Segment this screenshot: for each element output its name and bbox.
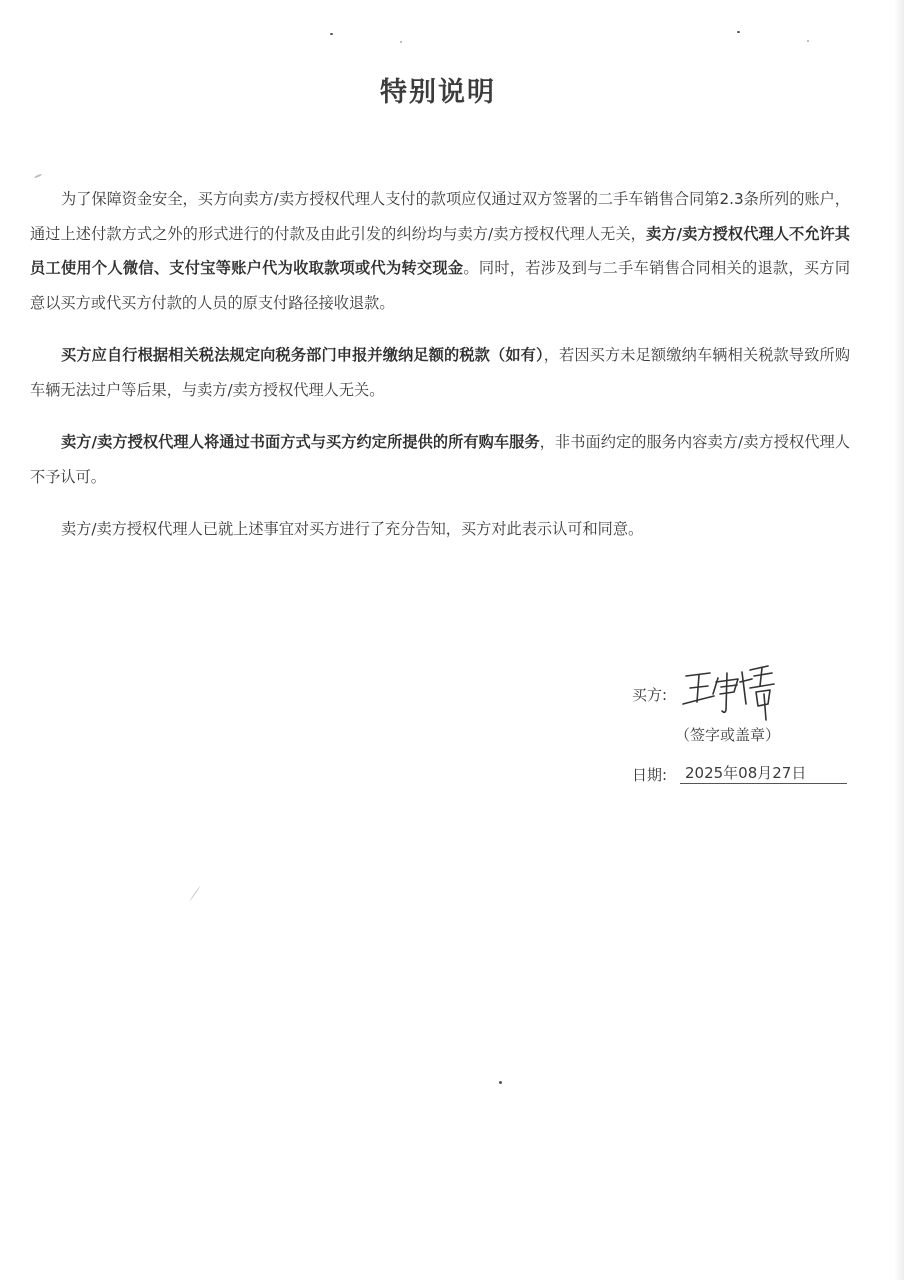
signature-block [632,676,862,796]
paragraph-text: 。同时，若涉及到与二手车销售合同相关的退款，买方同意以买方或代买方付款的人员的原支付路径接收退款。 [30,259,851,312]
buyer-label: 买方: [632,686,668,704]
page-title: 特别说明 [380,77,496,108]
paragraph-text: 卖方/卖方授权代理人已就上述事宜对买方进行了充分告知，买方对此表示认可和同意。 [61,520,644,538]
scan-speck [807,40,809,42]
scan-speck [737,31,740,33]
scan-speck [34,173,42,178]
paragraph-bold-text: 卖方/卖方授权代理人不允许其员工使用个人微信、支付宝等账户代为收取款项或代为转交现金 [30,224,850,277]
paragraph [30,512,850,547]
paragraph-bold-text: 卖方/卖方授权代理人将通过书面方式与买方约定所提供的所有购车服务 [61,433,540,451]
paragraph [30,425,850,494]
paragraph-bold-text: 买方应自行根据相关税法规定向税务部门申报并缴纳足额的税款（如有） [61,346,544,364]
scan-speck [400,41,402,43]
date-value: 2025年08月27日 [680,764,847,784]
scan-speck [189,886,200,901]
page-edge-shadow [894,0,904,1280]
paragraph-text: ，若因买方未足额缴纳车辆相关税款导致所购车辆无法过户等后果，与卖方/卖方授权代理人无关。 [30,346,851,399]
signature-hint: （签字或盖章） [675,726,781,744]
handwritten-signature [680,664,776,722]
paragraph-text: ，非书面约定的服务内容卖方/卖方授权代理人不予认可。 [30,433,850,486]
paragraph-text: 为了保障资金安全，买方向卖方/卖方授权代理人支付的款项应仅通过双方签署的二手车销售合同第2.3条所列的账户，通过上述付款方式之外的形式进行的付款及由此引发的纠纷均与卖方/卖方授权代理人无关， [30,190,850,243]
paragraph [30,338,850,407]
date-label: 日期: [632,766,668,784]
paragraph [30,182,850,320]
document-body [30,182,850,565]
scan-speck [330,33,333,35]
scan-speck [499,1081,502,1084]
